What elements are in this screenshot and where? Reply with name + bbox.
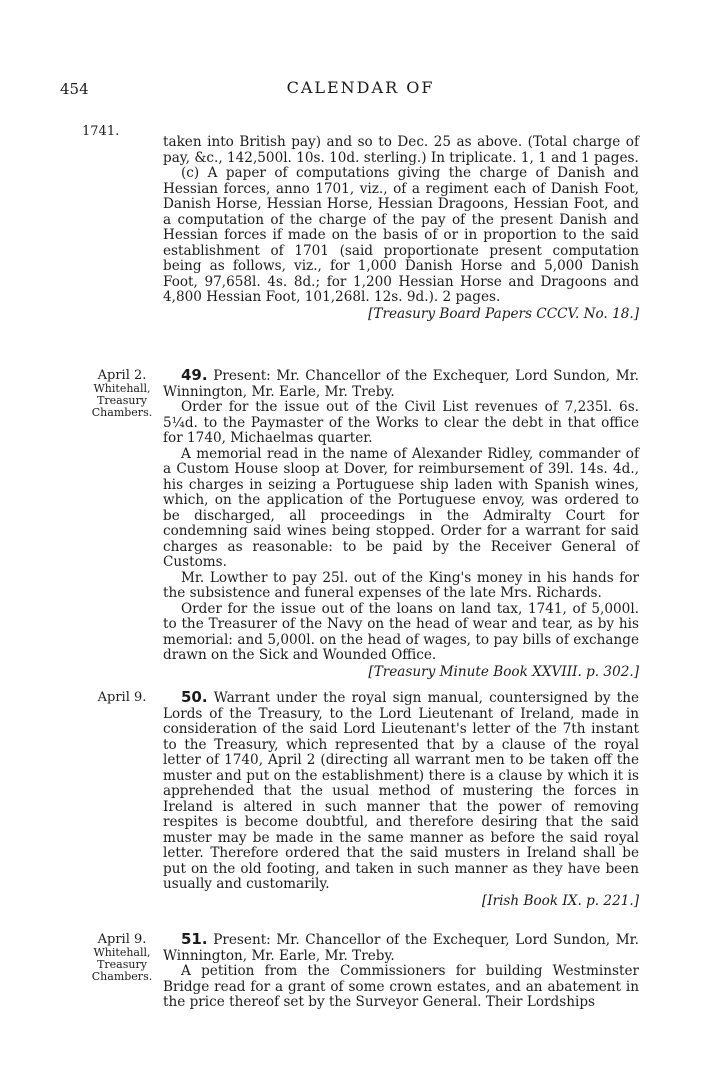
- reference-citation: [Treasury Board Papers CCCV. No. 18.]: [368, 305, 639, 322]
- margin-date-49: [86, 368, 158, 419]
- entry-number: 50.: [181, 688, 208, 706]
- continuation-block: [163, 135, 639, 322]
- entry-place: Whitehall,: [93, 946, 151, 959]
- entry-number: 49.: [181, 366, 208, 384]
- margin-date-50: [86, 690, 158, 705]
- entry-50: [163, 690, 639, 909]
- continuation-text: taken into British pay) and so to Dec. 25 as above. (Total charge of pay, &c., 142,500l. 10s. 10d. sterling.) In triplicate. 1, 1 and 1 pages.: [163, 134, 639, 166]
- entry-paragraph: Warrant under the royal sign manual, countersigned by the Lords of the Treasury, to the Lord Lieutenant of Ireland, made in consideration of the said Lord Lieutenant's letter of the 7th instant to the Treasury, which represented that by a clause of the royal letter of 1740, April 2 (directing all warrant men to be taken off the muster and put on the establishment) there is a clause by which it is apprehended that the usual method of mustering the forces in Ireland is altered in such manner that the power of removing respites is become doubtful, and therefore desiring that the said muster may be made in the same manner as before the said royal letter. Therefore ordered that the said musters in Ireland shall be put on the old footing, and taken in such manner as they have been usually and customarily.: [163, 690, 639, 892]
- reference-citation: [Irish Book IX. p. 221.]: [481, 892, 639, 909]
- entry-49: [163, 368, 639, 680]
- entry-paragraph: A memorial read in the name of Alexander Ridley, commander of a Custom House sloop at Dover, for reimbursement of 39l. 14s. 4d., his charges in seizing a Portuguese ship laden with Spanish wines, which, on the application of the Portuguese envoy, was ordered to be discharged, all proceedings in the Admiralty Court for condemning said wines being stopped. Order for a warrant for said charges as reasonable: to be paid by the Receiver General of Customs.: [163, 445, 639, 570]
- entry-paragraph: Present: Mr. Chancellor of the Exchequer, Lord Sundon, Mr. Winnington, Mr. Earle, Mr. Treby.: [163, 368, 639, 400]
- entry-date: April 9.: [97, 932, 147, 947]
- entry-paragraph: Order for the issue out of the Civil List revenues of 7,235l. 6s. 5¼d. to the Paymaster of the Works to clear the debt in that office for 1740, Michaelmas quarter.: [163, 399, 639, 446]
- margin-year: 1741.: [82, 124, 120, 139]
- entry-place: Chambers.: [91, 406, 153, 419]
- entry-number: 51.: [181, 930, 208, 948]
- entry-51: [163, 932, 639, 1011]
- entry-paragraph: A petition from the Commissioners for building Westminster Bridge read for a grant of some crown estates, and an abatement in the price thereof set by the Surveyor General. Their Lordships: [163, 963, 639, 1010]
- entry-paragraph: Mr. Lowther to pay 25l. out of the King's money in his hands for the subsistence and funeral expenses of the late Mrs. Richards.: [163, 569, 639, 601]
- running-head: CALENDAR OF: [286, 78, 435, 97]
- margin-date-51: [86, 932, 158, 983]
- page-number: 454: [60, 80, 89, 98]
- entry-place: Treasury: [97, 958, 147, 971]
- entry-paragraph: Order for the issue out of the loans on land tax, 1741, of 5,000l. to the Treasurer of the Navy on the head of wear and tear, as by his memorial: and 5,000l. on the head of wages, to pay bills of exchange drawn on the Sick and Wounded Office.: [163, 600, 639, 663]
- entry-place: Whitehall,: [93, 382, 151, 395]
- reference-citation: [Treasury Minute Book XXVIII. p. 302.]: [368, 663, 639, 680]
- entry-date: April 9.: [97, 690, 147, 705]
- item-c-text: (c) A paper of computations giving the charge of Danish and Hessian forces, anno 1701, viz., of a regiment each of Danish Foot, Danish Horse, Hessian Horse, Hessian Dragoons, Hessian Foot, and a computation of the charge of the pay of the present Danish and Hessian forces if made on the basis of or in proportion to the said establishment of 1701 (said proportionate present computation being as follows, viz., for 1,000 Danish Horse and 5,000 Danish Foot, 97,658l. 4s. 8d.; for 1,200 Hessian Horse and Dragoons and 4,800 Hessian Foot, 101,268l. 12s. 9d.). 2 pages.: [163, 165, 639, 305]
- entry-place: Treasury: [97, 394, 147, 407]
- entry-paragraph: Present: Mr. Chancellor of the Exchequer, Lord Sundon, Mr. Winnington, Mr. Earle, Mr. Treby.: [163, 932, 639, 964]
- entry-place: Chambers.: [91, 970, 153, 983]
- entry-date: April 2.: [97, 368, 147, 383]
